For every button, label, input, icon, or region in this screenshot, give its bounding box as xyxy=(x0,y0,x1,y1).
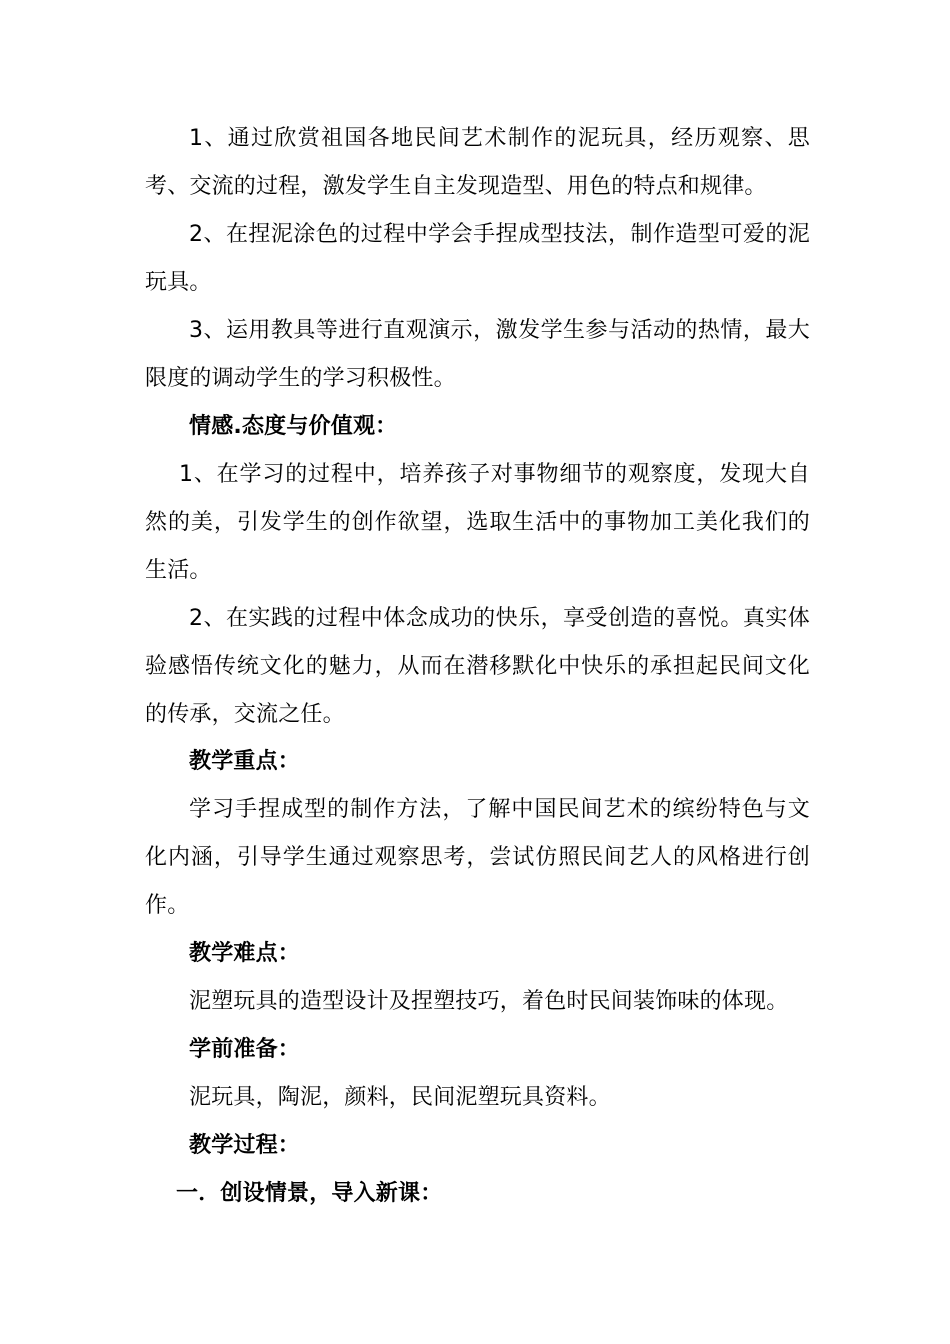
key-point-text: 学习手捏成型的制作方法，了解中国民间艺术的缤纷特色与文化内涵，引导学生通过观察思考，尝试仿照民间艺人的风格进行创作。 xyxy=(145,797,810,918)
emotion-heading: 情感.态度与价值观： xyxy=(189,414,398,439)
objective-paragraph-1: 1、通过欣赏祖国各地民间艺术制作的泥玩具，经历观察、思考、交流的过程，激发学生自主发现造型、用色的特点和规律。 xyxy=(145,126,810,199)
objective-paragraph-3: 3、运用教具等进行直观演示，激发学生参与活动的热情，最大限度的调动学生的学习积极性。 xyxy=(145,318,810,391)
section-one-heading: 一．创设情景，导入新课： xyxy=(176,1181,443,1206)
emotion-item-1: 1、在学习的过程中，培养孩子对事物细节的观察度，发现大自然的美，引发学生的创作欲望，选取生活中的事物加工美化我们的生活。 xyxy=(145,462,810,583)
objective-paragraph-2: 2、在捏泥涂色的过程中学会手捏成型技法，制作造型可爱的泥玩具。 xyxy=(145,222,810,295)
prep-text: 泥玩具，陶泥，颜料，民间泥塑玩具资料。 xyxy=(189,1085,611,1110)
process-heading: 教学过程： xyxy=(189,1133,301,1158)
key-point-heading: 教学重点： xyxy=(189,749,301,774)
emotion-item-2: 2、在实践的过程中体念成功的快乐，享受创造的喜悦。真实体验感悟传统文化的魅力，从而在潜移默化中快乐的承担起民间文化的传承，交流之任。 xyxy=(145,606,810,727)
difficulty-text: 泥塑玩具的造型设计及捏塑技巧，着色时民间装饰味的体现。 xyxy=(189,989,789,1014)
prep-heading: 学前准备： xyxy=(189,1037,301,1062)
difficulty-heading: 教学难点： xyxy=(189,941,301,966)
